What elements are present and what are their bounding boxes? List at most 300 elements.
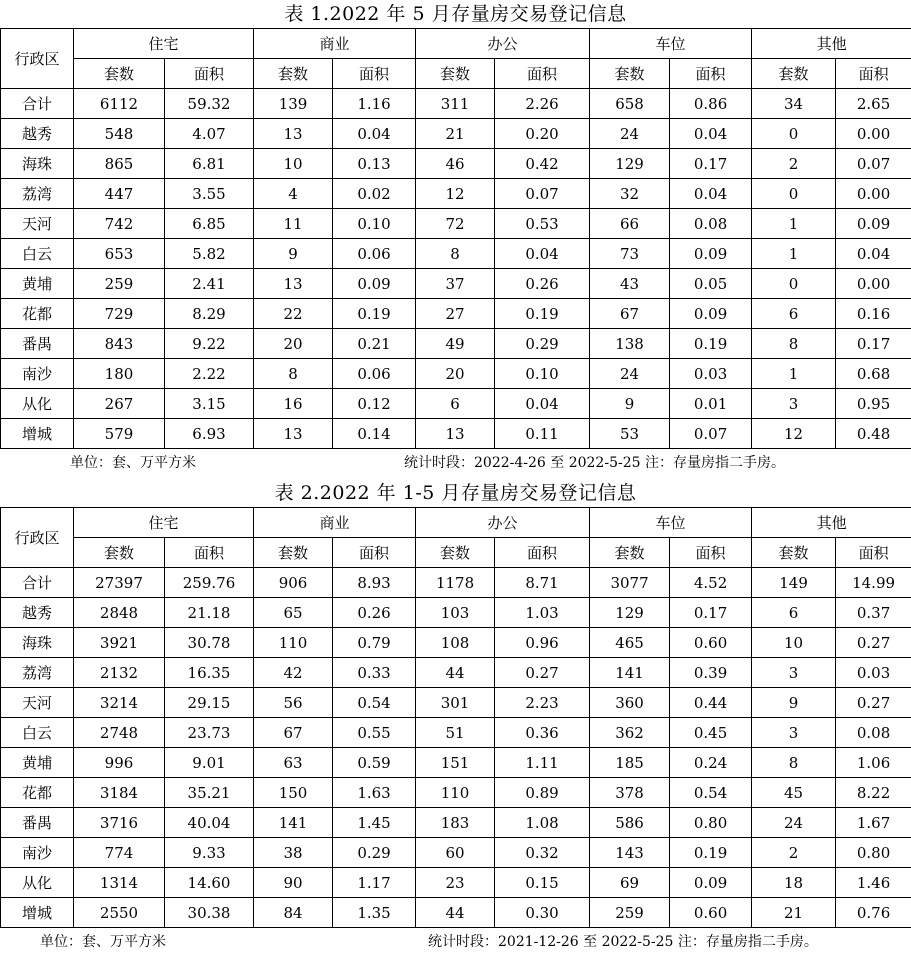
category-header: 办公 — [416, 508, 590, 538]
value-cell: 0.80 — [670, 808, 752, 838]
table1-title: 表 1.2022 年 5 月存量房交易登记信息 — [284, 3, 627, 25]
value-cell: 3921 — [74, 628, 165, 658]
value-cell: 9.33 — [165, 838, 254, 868]
value-cell: 0.09 — [836, 209, 911, 239]
value-cell: 110 — [254, 628, 333, 658]
value-cell: 0.04 — [670, 179, 752, 209]
table-row — [1, 718, 911, 748]
value-cell: 0 — [752, 119, 836, 149]
value-cell: 20 — [416, 359, 495, 389]
value-cell: 151 — [416, 748, 495, 778]
value-cell: 0.89 — [495, 778, 590, 808]
value-cell: 0.19 — [670, 838, 752, 868]
value-cell: 21 — [752, 898, 836, 928]
value-cell: 0.68 — [836, 359, 911, 389]
value-cell: 658 — [590, 89, 670, 119]
value-cell: 20 — [254, 329, 333, 359]
value-cell: 0.15 — [495, 868, 590, 898]
value-cell: 24 — [590, 119, 670, 149]
value-cell: 9 — [590, 389, 670, 419]
value-cell: 0.19 — [333, 299, 416, 329]
value-cell: 40.04 — [165, 808, 254, 838]
value-cell: 0.10 — [333, 209, 416, 239]
value-cell: 13 — [254, 419, 333, 449]
value-cell: 0.17 — [670, 149, 752, 179]
value-cell: 579 — [74, 419, 165, 449]
count-header: 套数 — [254, 59, 333, 89]
value-cell: 0.19 — [495, 299, 590, 329]
district-cell: 白云 — [1, 239, 74, 269]
area-header: 面积 — [165, 59, 254, 89]
table1-period-note: 统计时段：2022-4-26 至 2022-5-25 注：存量房指二手房。 — [404, 455, 785, 471]
value-cell: 22 — [254, 299, 333, 329]
value-cell: 3184 — [74, 778, 165, 808]
value-cell: 0.09 — [670, 239, 752, 269]
value-cell: 0.33 — [333, 658, 416, 688]
value-cell: 10 — [254, 149, 333, 179]
district-cell: 花都 — [1, 299, 74, 329]
table-row — [1, 239, 911, 269]
district-cell: 荔湾 — [1, 179, 74, 209]
value-cell: 0.76 — [836, 898, 911, 928]
value-cell: 0.20 — [495, 119, 590, 149]
value-cell: 27 — [416, 299, 495, 329]
district-cell: 合计 — [1, 568, 74, 598]
value-cell: 66 — [590, 209, 670, 239]
value-cell: 3716 — [74, 808, 165, 838]
value-cell: 29.15 — [165, 688, 254, 718]
value-cell: 1 — [752, 239, 836, 269]
value-cell: 0.09 — [670, 299, 752, 329]
value-cell: 3 — [752, 389, 836, 419]
value-cell: 0.17 — [670, 598, 752, 628]
value-cell: 49 — [416, 329, 495, 359]
value-cell: 1.45 — [333, 808, 416, 838]
district-cell: 番禺 — [1, 329, 74, 359]
value-cell: 0.06 — [333, 239, 416, 269]
value-cell: 44 — [416, 658, 495, 688]
district-cell: 从化 — [1, 868, 74, 898]
area-header: 面积 — [333, 59, 416, 89]
value-cell: 8.71 — [495, 568, 590, 598]
value-cell: 8 — [254, 359, 333, 389]
value-cell: 0.16 — [836, 299, 911, 329]
table-row — [1, 179, 911, 209]
value-cell: 14.60 — [165, 868, 254, 898]
value-cell: 0.60 — [670, 898, 752, 928]
value-cell: 1.35 — [333, 898, 416, 928]
value-cell: 1.03 — [495, 598, 590, 628]
value-cell: 586 — [590, 808, 670, 838]
value-cell: 2550 — [74, 898, 165, 928]
header-row-subheaders — [1, 59, 911, 89]
value-cell: 1.08 — [495, 808, 590, 838]
value-cell: 30.78 — [165, 628, 254, 658]
value-cell: 301 — [416, 688, 495, 718]
district-cell: 白云 — [1, 718, 74, 748]
count-header: 套数 — [74, 538, 165, 568]
value-cell: 0.95 — [836, 389, 911, 419]
value-cell: 13 — [416, 419, 495, 449]
value-cell: 6112 — [74, 89, 165, 119]
value-cell: 2.26 — [495, 89, 590, 119]
value-cell: 60 — [416, 838, 495, 868]
value-cell: 0.79 — [333, 628, 416, 658]
area-header: 面积 — [495, 538, 590, 568]
value-cell: 38 — [254, 838, 333, 868]
table2-period-note: 统计时段：2021-12-26 至 2022-5-25 注：存量房指二手房。 — [428, 934, 818, 950]
value-cell: 0.59 — [333, 748, 416, 778]
category-header: 车位 — [590, 29, 752, 59]
value-cell: 0.42 — [495, 149, 590, 179]
value-cell: 865 — [74, 149, 165, 179]
value-cell: 6 — [416, 389, 495, 419]
value-cell: 46 — [416, 149, 495, 179]
table-row — [1, 778, 911, 808]
value-cell: 6 — [752, 598, 836, 628]
value-cell: 150 — [254, 778, 333, 808]
value-cell: 24 — [590, 359, 670, 389]
district-cell: 黄埔 — [1, 748, 74, 778]
value-cell: 0.10 — [495, 359, 590, 389]
value-cell: 65 — [254, 598, 333, 628]
count-header: 套数 — [752, 59, 836, 89]
value-cell: 0.06 — [333, 359, 416, 389]
value-cell: 653 — [74, 239, 165, 269]
value-cell: 0.04 — [333, 119, 416, 149]
table2-title: 表 2.2022 年 1-5 月存量房交易登记信息 — [274, 482, 637, 504]
value-cell: 138 — [590, 329, 670, 359]
value-cell: 0.19 — [670, 329, 752, 359]
district-cell: 番禺 — [1, 808, 74, 838]
table-row — [1, 149, 911, 179]
value-cell: 0.17 — [836, 329, 911, 359]
table1-unit-note: 单位：套、万平方米 — [70, 455, 196, 471]
value-cell: 6.85 — [165, 209, 254, 239]
value-cell: 3.15 — [165, 389, 254, 419]
district-cell: 海珠 — [1, 628, 74, 658]
table2-unit-note: 单位：套、万平方米 — [40, 934, 166, 950]
value-cell: 6.93 — [165, 419, 254, 449]
district-cell: 增城 — [1, 898, 74, 928]
value-cell: 843 — [74, 329, 165, 359]
value-cell: 110 — [416, 778, 495, 808]
table-row — [1, 838, 911, 868]
value-cell: 0.08 — [670, 209, 752, 239]
value-cell: 0.27 — [836, 688, 911, 718]
value-cell: 0.48 — [836, 419, 911, 449]
district-cell: 增城 — [1, 419, 74, 449]
category-header: 商业 — [254, 29, 416, 59]
value-cell: 0.11 — [495, 419, 590, 449]
value-cell: 12 — [416, 179, 495, 209]
value-cell: 21.18 — [165, 598, 254, 628]
value-cell: 180 — [74, 359, 165, 389]
value-cell: 141 — [254, 808, 333, 838]
value-cell: 0.09 — [333, 269, 416, 299]
table-row — [1, 209, 911, 239]
district-cell: 天河 — [1, 688, 74, 718]
value-cell: 0.80 — [836, 838, 911, 868]
value-cell: 378 — [590, 778, 670, 808]
value-cell: 0.27 — [836, 628, 911, 658]
value-cell: 45 — [752, 778, 836, 808]
value-cell: 259.76 — [165, 568, 254, 598]
district-header: 行政区 — [1, 508, 74, 568]
category-header: 办公 — [416, 29, 590, 59]
area-header: 面积 — [670, 59, 752, 89]
value-cell: 0.44 — [670, 688, 752, 718]
value-cell: 0.29 — [495, 329, 590, 359]
value-cell: 4 — [254, 179, 333, 209]
value-cell: 0.00 — [836, 119, 911, 149]
value-cell: 43 — [590, 269, 670, 299]
value-cell: 0.24 — [670, 748, 752, 778]
table-row — [1, 389, 911, 419]
value-cell: 108 — [416, 628, 495, 658]
count-header: 套数 — [416, 538, 495, 568]
value-cell: 465 — [590, 628, 670, 658]
value-cell: 9.22 — [165, 329, 254, 359]
value-cell: 0 — [752, 179, 836, 209]
value-cell: 23 — [416, 868, 495, 898]
district-cell: 花都 — [1, 778, 74, 808]
value-cell: 548 — [74, 119, 165, 149]
value-cell: 1 — [752, 209, 836, 239]
value-cell: 0.36 — [495, 718, 590, 748]
value-cell: 84 — [254, 898, 333, 928]
table1 — [0, 28, 911, 449]
value-cell: 3 — [752, 718, 836, 748]
value-cell: 906 — [254, 568, 333, 598]
header-row-categories — [1, 508, 911, 538]
value-cell: 0.04 — [495, 389, 590, 419]
value-cell: 259 — [590, 898, 670, 928]
table-row — [1, 329, 911, 359]
value-cell: 59.32 — [165, 89, 254, 119]
value-cell: 1.11 — [495, 748, 590, 778]
value-cell: 0.00 — [836, 179, 911, 209]
value-cell: 0.00 — [836, 269, 911, 299]
value-cell: 0.21 — [333, 329, 416, 359]
value-cell: 8.29 — [165, 299, 254, 329]
area-header: 面积 — [670, 538, 752, 568]
value-cell: 2.65 — [836, 89, 911, 119]
value-cell: 0.07 — [670, 419, 752, 449]
district-cell: 南沙 — [1, 838, 74, 868]
count-header: 套数 — [590, 538, 670, 568]
value-cell: 267 — [74, 389, 165, 419]
value-cell: 0.04 — [836, 239, 911, 269]
district-cell: 天河 — [1, 209, 74, 239]
value-cell: 2.41 — [165, 269, 254, 299]
table-row — [1, 269, 911, 299]
value-cell: 1.17 — [333, 868, 416, 898]
value-cell: 8 — [752, 748, 836, 778]
value-cell: 0.96 — [495, 628, 590, 658]
area-header: 面积 — [333, 538, 416, 568]
value-cell: 0.08 — [836, 718, 911, 748]
value-cell: 129 — [590, 598, 670, 628]
district-cell: 南沙 — [1, 359, 74, 389]
district-cell: 合计 — [1, 89, 74, 119]
value-cell: 72 — [416, 209, 495, 239]
category-header: 其他 — [752, 508, 911, 538]
table2 — [0, 507, 911, 928]
value-cell: 0.04 — [495, 239, 590, 269]
category-header: 住宅 — [74, 29, 254, 59]
value-cell: 0.55 — [333, 718, 416, 748]
value-cell: 24 — [752, 808, 836, 838]
table-row — [1, 119, 911, 149]
value-cell: 0.32 — [495, 838, 590, 868]
value-cell: 67 — [590, 299, 670, 329]
value-cell: 35.21 — [165, 778, 254, 808]
value-cell: 27397 — [74, 568, 165, 598]
count-header: 套数 — [590, 59, 670, 89]
value-cell: 0.04 — [670, 119, 752, 149]
value-cell: 139 — [254, 89, 333, 119]
value-cell: 9.01 — [165, 748, 254, 778]
value-cell: 0.27 — [495, 658, 590, 688]
area-header: 面积 — [836, 59, 911, 89]
value-cell: 0.05 — [670, 269, 752, 299]
table-row — [1, 808, 911, 838]
value-cell: 3 — [752, 658, 836, 688]
value-cell: 311 — [416, 89, 495, 119]
value-cell: 1.46 — [836, 868, 911, 898]
value-cell: 9 — [254, 239, 333, 269]
value-cell: 44 — [416, 898, 495, 928]
value-cell: 32 — [590, 179, 670, 209]
value-cell: 774 — [74, 838, 165, 868]
value-cell: 12 — [752, 419, 836, 449]
district-cell: 越秀 — [1, 119, 74, 149]
value-cell: 259 — [74, 269, 165, 299]
district-cell: 海珠 — [1, 149, 74, 179]
table-row — [1, 89, 911, 119]
table-row — [1, 898, 911, 928]
value-cell: 51 — [416, 718, 495, 748]
area-header: 面积 — [495, 59, 590, 89]
value-cell: 129 — [590, 149, 670, 179]
value-cell: 4.07 — [165, 119, 254, 149]
area-header: 面积 — [836, 538, 911, 568]
value-cell: 3.55 — [165, 179, 254, 209]
header-row-categories — [1, 29, 911, 59]
value-cell: 996 — [74, 748, 165, 778]
value-cell: 8.93 — [333, 568, 416, 598]
table-row — [1, 568, 911, 598]
value-cell: 0.53 — [495, 209, 590, 239]
value-cell: 42 — [254, 658, 333, 688]
value-cell: 11 — [254, 209, 333, 239]
value-cell: 0.86 — [670, 89, 752, 119]
value-cell: 67 — [254, 718, 333, 748]
value-cell: 0.37 — [836, 598, 911, 628]
value-cell: 0.07 — [495, 179, 590, 209]
value-cell: 2.22 — [165, 359, 254, 389]
value-cell: 729 — [74, 299, 165, 329]
value-cell: 5.82 — [165, 239, 254, 269]
count-header: 套数 — [416, 59, 495, 89]
value-cell: 1 — [752, 359, 836, 389]
value-cell: 0.30 — [495, 898, 590, 928]
value-cell: 9 — [752, 688, 836, 718]
value-cell: 183 — [416, 808, 495, 838]
count-header: 套数 — [74, 59, 165, 89]
header-row-subheaders — [1, 538, 911, 568]
value-cell: 0.07 — [836, 149, 911, 179]
value-cell: 21 — [416, 119, 495, 149]
value-cell: 0.54 — [333, 688, 416, 718]
count-header: 套数 — [254, 538, 333, 568]
table-row — [1, 658, 911, 688]
table-row — [1, 868, 911, 898]
table-row — [1, 598, 911, 628]
value-cell: 0.29 — [333, 838, 416, 868]
value-cell: 37 — [416, 269, 495, 299]
value-cell: 14.99 — [836, 568, 911, 598]
table-row — [1, 748, 911, 778]
value-cell: 18 — [752, 868, 836, 898]
value-cell: 30.38 — [165, 898, 254, 928]
value-cell: 360 — [590, 688, 670, 718]
value-cell: 0.09 — [670, 868, 752, 898]
value-cell: 10 — [752, 628, 836, 658]
value-cell: 23.73 — [165, 718, 254, 748]
table-row — [1, 299, 911, 329]
value-cell: 63 — [254, 748, 333, 778]
value-cell: 1.06 — [836, 748, 911, 778]
value-cell: 13 — [254, 269, 333, 299]
value-cell: 73 — [590, 239, 670, 269]
value-cell: 143 — [590, 838, 670, 868]
table-row — [1, 688, 911, 718]
value-cell: 90 — [254, 868, 333, 898]
value-cell: 0.02 — [333, 179, 416, 209]
value-cell: 0.26 — [495, 269, 590, 299]
value-cell: 2748 — [74, 718, 165, 748]
value-cell: 8.22 — [836, 778, 911, 808]
value-cell: 141 — [590, 658, 670, 688]
value-cell: 742 — [74, 209, 165, 239]
district-header: 行政区 — [1, 29, 74, 89]
value-cell: 2848 — [74, 598, 165, 628]
value-cell: 0.26 — [333, 598, 416, 628]
district-cell: 黄埔 — [1, 269, 74, 299]
value-cell: 0.39 — [670, 658, 752, 688]
value-cell: 0.54 — [670, 778, 752, 808]
value-cell: 0.13 — [333, 149, 416, 179]
value-cell: 0.14 — [333, 419, 416, 449]
value-cell: 56 — [254, 688, 333, 718]
value-cell: 3077 — [590, 568, 670, 598]
value-cell: 13 — [254, 119, 333, 149]
value-cell: 69 — [590, 868, 670, 898]
value-cell: 0 — [752, 269, 836, 299]
value-cell: 3214 — [74, 688, 165, 718]
category-header: 商业 — [254, 508, 416, 538]
value-cell: 6 — [752, 299, 836, 329]
value-cell: 53 — [590, 419, 670, 449]
value-cell: 362 — [590, 718, 670, 748]
count-header: 套数 — [752, 538, 836, 568]
value-cell: 16 — [254, 389, 333, 419]
value-cell: 0.60 — [670, 628, 752, 658]
value-cell: 149 — [752, 568, 836, 598]
value-cell: 6.81 — [165, 149, 254, 179]
